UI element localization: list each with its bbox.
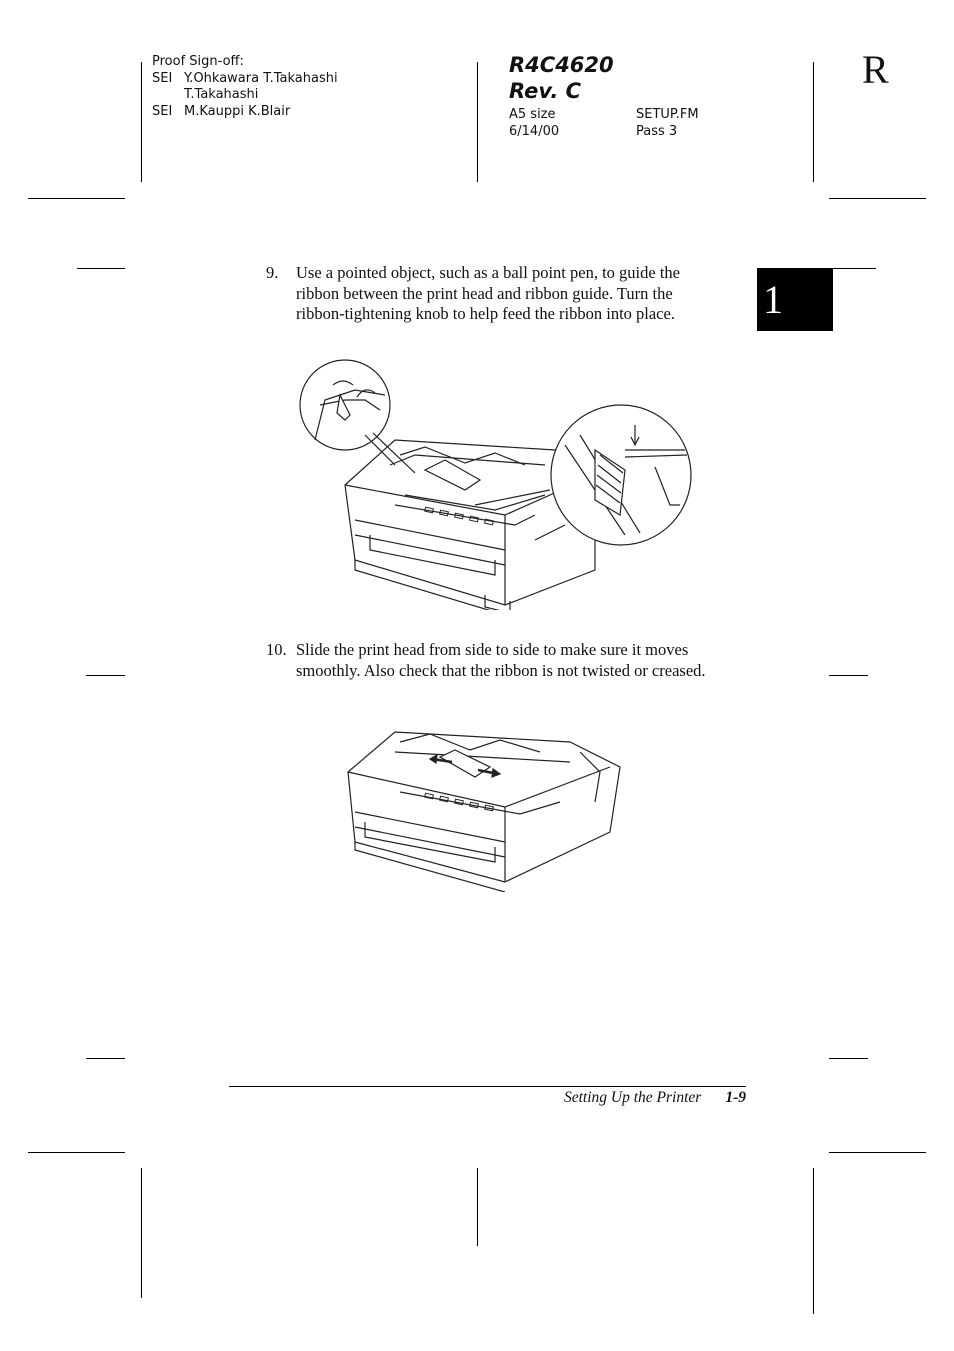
page-footer: [564, 1089, 746, 1107]
crop-mark: [77, 268, 125, 269]
crop-mark: [477, 62, 478, 182]
proof-signoff: [152, 54, 338, 120]
crop-mark: [86, 675, 125, 676]
signoff-names: M.Kauppi K.Blair: [184, 103, 291, 119]
signoff-names: T.Takahashi: [184, 87, 259, 102]
step-line: ribbon-tightening knob to help feed the ribbon into place.: [296, 304, 675, 323]
paper-size: A5 size: [509, 107, 556, 122]
chapter-tab: 1: [757, 268, 833, 331]
step-line: smoothly. Also check that the ribbon is not twisted or creased.: [296, 660, 706, 680]
printer-ribbon-illustration: [295, 355, 695, 610]
doc-pass: Pass 3: [636, 123, 678, 139]
step-line: ribbon between the print head and ribbon guide. Turn the: [296, 283, 673, 303]
doc-date: 6/14/00: [509, 123, 560, 139]
footer-rule: [229, 1086, 746, 1087]
crop-mark: [813, 1168, 814, 1314]
crop-mark: [141, 62, 142, 182]
signoff-org: [152, 87, 184, 104]
crop-mark: [829, 268, 876, 269]
corner-mark: R: [862, 47, 889, 92]
step-line: Slide the print head from side to side to make sure it moves: [296, 640, 689, 659]
crop-mark: [829, 1058, 868, 1059]
step-number: 10.: [266, 640, 287, 659]
file-name: SETUP.FM: [636, 107, 699, 122]
section-title: Setting Up the Printer: [564, 1089, 702, 1106]
crop-mark: [28, 198, 125, 199]
crop-mark: [829, 675, 868, 676]
signoff-org: SEI: [152, 70, 173, 86]
crop-mark: [813, 62, 814, 182]
crop-mark: [86, 1058, 125, 1059]
crop-mark: [829, 198, 926, 199]
crop-mark: [477, 1168, 478, 1246]
signoff-org: SEI: [152, 103, 173, 119]
crop-mark: [829, 1152, 926, 1153]
crop-mark: [28, 1152, 125, 1153]
step-line: Use a pointed object, such as a ball point pen, to guide the: [296, 263, 680, 282]
doc-code: R4C4620: [509, 53, 614, 77]
proof-title: Proof Sign-off:: [152, 54, 244, 69]
document-meta: [509, 107, 729, 140]
signoff-row: [152, 87, 338, 104]
signoff-row: [152, 104, 338, 121]
signoff-row: [152, 71, 338, 88]
signoff-names: Y.Ohkawara T.Takahashi: [184, 70, 338, 86]
step-number: 9.: [266, 263, 279, 282]
doc-revision: Rev. C: [509, 79, 582, 103]
step-text: [296, 263, 680, 325]
step-text: [296, 640, 706, 681]
document-code: [509, 52, 614, 104]
printer-head-illustration: [340, 712, 625, 892]
crop-mark: [141, 1168, 142, 1298]
page-number: 1-9: [725, 1089, 746, 1106]
